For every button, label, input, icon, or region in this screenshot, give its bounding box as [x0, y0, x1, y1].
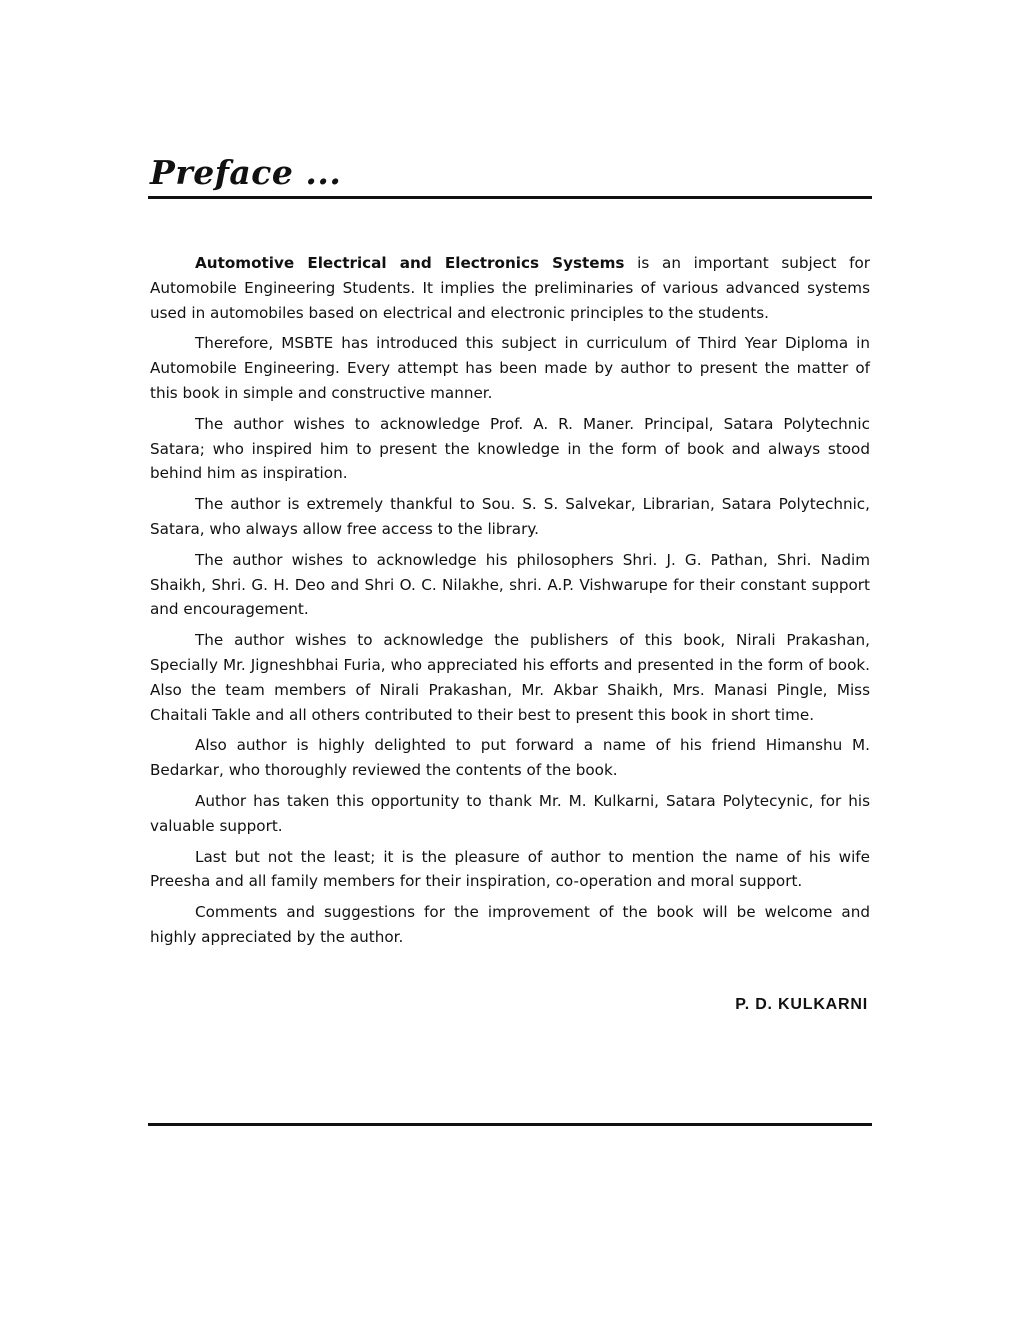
paragraph [150, 412, 870, 486]
paragraph-text: The author wishes to acknowledge the publishers of this book, Nirali Prakashan, Specially Mr. Jigneshbhai Furia, who appreciated his efforts and presented in the form of book. Also the team members of Nirali Prakashan, Mr. Akbar Shaikh, Mrs. Manasi Pingle, Miss Chaitali Takle and all others contributed to their best to present this book in short time. [150, 631, 870, 724]
paragraph [150, 789, 870, 839]
preface-body [148, 251, 872, 1018]
paragraph-text: Also author is highly delighted to put forward a name of his friend Himanshu M. Bedarkar, who thoroughly reviewed the contents of the book. [150, 736, 870, 780]
paragraph-text: Author has taken this opportunity to thank Mr. M. Kulkarni, Satara Polytecynic, for his valuable support. [150, 791, 870, 835]
paragraph-text: Last but not the least; it is the pleasure of author to mention the name of his wife Preesha and all family members for their inspiration, co-operation and moral support. [150, 847, 870, 891]
paragraph [150, 492, 870, 542]
paragraph-intro [150, 251, 870, 325]
paragraph-text: The author wishes to acknowledge his philosophers Shri. J. G. Pathan, Shri. Nadim Shaikh, Shri. G. H. Deo and Shri O. C. Nilakhe, shri. A.P. Vishwarupe for their constant support and encouragement. [150, 550, 870, 619]
paragraph-text: The author wishes to acknowledge Prof. A. R. Maner. Principal, Satara Polytechnic Satara; who inspired him to present the knowledge in the form of book and always stood behind him as inspiration. [150, 414, 870, 483]
title-underline [148, 196, 872, 199]
preface-page [148, 150, 872, 1018]
paragraph [150, 733, 870, 783]
paragraph [150, 628, 870, 727]
paragraph [150, 548, 870, 622]
bottom-rule [148, 1123, 872, 1126]
paragraph [150, 900, 870, 950]
paragraph-text: is an important subject for Automobile Engineering Students. It implies the preliminaries of various advanced systems used in automobiles based on electrical and electronic principles to the students. [150, 254, 870, 322]
subject-name: Automotive Electrical and Electronics Systems [195, 254, 625, 272]
author-signature: P. D. KULKARNI [735, 995, 868, 1013]
paragraph [150, 331, 870, 405]
paragraph-text: Therefore, MSBTE has introduced this subject in curriculum of Third Year Diploma in Automobile Engineering. Every attempt has been made by author to present the matter of this book in simple and constructive manner. [150, 334, 870, 402]
paragraph [150, 845, 870, 895]
page-title: Preface ... [150, 153, 342, 192]
paragraph-text: The author is extremely thankful to Sou. S. S. Salvekar, Librarian, Satara Polytechnic, Satara, who always allow free access to the library. [150, 495, 870, 538]
paragraph-text: Comments and suggestions for the improvement of the book will be welcome and highly appreciated by the author. [150, 903, 870, 946]
